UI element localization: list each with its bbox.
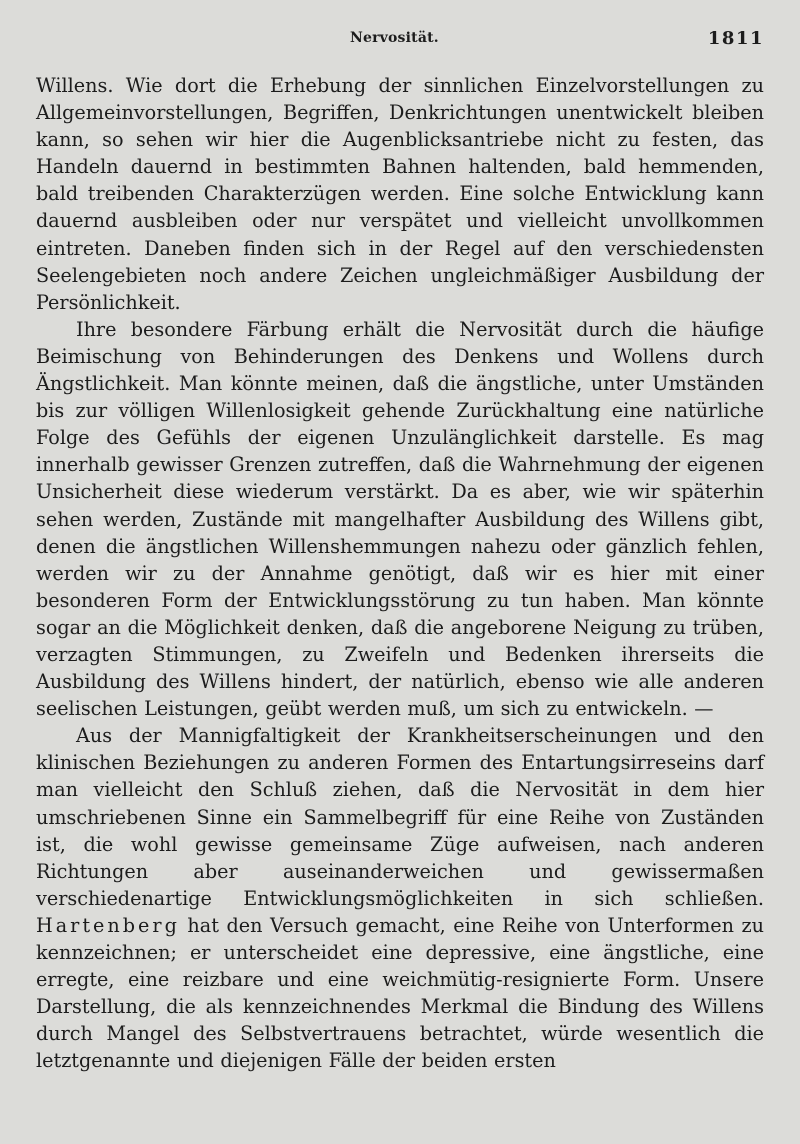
page-number: 1811: [707, 28, 764, 49]
paragraph-1: Willens. Wie dort die Erhebung der sinnlichen Einzelvorstellungen zu Allgemeinvorstellungen, Begriffen, Denkrichtungen unentwickelt bleiben kann, so sehen wir hier die Augenblicksantriebe nicht zu festen, das Handeln dauernd in bestimmten Bahnen haltenden, bald hemmenden, bald treibenden Charakterzügen werden. Eine solche Entwicklung kann dauernd ausbleiben oder nur verspätet und vielleicht unvollkommen eintreten. Daneben finden sich in der Regel auf den verschiedensten Seelengebieten noch andere Zeichen ungleichmäßiger Ausbildung der Persönlichkeit.: [36, 74, 764, 314]
running-head: Nervosität.: [350, 30, 439, 46]
paragraph-3: [36, 722, 764, 1074]
page-header: [36, 22, 764, 49]
paragraph-3-text-after: hat den Versuch gemacht, eine Reihe von Unterformen zu kennzeichnen; er unterscheidet eine depressive, eine ängstliche, eine erregte, eine reizbare und eine weichmütig-resignierte Form. Unsere Darstellung, die als kennzeichnendes Merkmal die Bindung des Willens durch Mangel des Selbstvertrauens betrachtet, würde wesentlich die letztgenannte und diejenigen Fälle der beiden ersten: [36, 913, 764, 1073]
paragraph-3-text-before: Aus der Mannigfaltigkeit der Krankheitserscheinungen und den klinischen Beziehungen zu anderen Formen des Entartungsirreseins darf man vielleicht den Schluß ziehen, daß die Nervosität in dem hier umschriebenen Sinne ein Sammelbegriff für eine Reihe von Zuständen ist, die wohl gewisse gemeinsame Züge aufweisen, nach anderen Richtungen aber auseinanderweichen und gewissermaßen verschiedenartige Entwicklungsmöglichkeiten in sich schließen.: [36, 724, 764, 910]
author-name: Hartenberg: [36, 913, 180, 937]
paragraph-2: Ihre besondere Färbung erhält die Nervosität durch die häufige Beimischung von Behinderungen des Denkens und Wollens durch Ängstlichkeit. Man könnte meinen, daß die ängstliche, unter Umständen bis zur völligen Willenlosigkeit gehende Zurückhaltung eine natürliche Folge des Gefühls der eigenen Unzulänglichkeit darstelle. Es mag innerhalb gewisser Grenzen zutreffen, daß die Wahrnehmung der eigenen Unsicherheit diese wiederum verstärkt. Da es aber, wie wir späterhin sehen werden, Zustände mit mangelhafter Ausbildung des Willens gibt, denen die ängstlichen Willenshemmungen nahezu oder gänzlich fehlen, werden wir zu der Annahme genötigt, daß wir es hier mit einer besonderen Form der Entwicklungsstörung zu tun haben. Man könnte sogar an die Möglichkeit denken, daß die angeborene Neigung zu trüben, verzagten Stimmungen, zu Zweifeln und Bedenken ihrerseits die Ausbildung des Willens hindert, der natürlich, ebenso wie alle anderen seelischen Leistungen, geübt werden muß, um sich zu entwickeln. —: [36, 317, 764, 721]
body-text: [36, 72, 764, 1074]
